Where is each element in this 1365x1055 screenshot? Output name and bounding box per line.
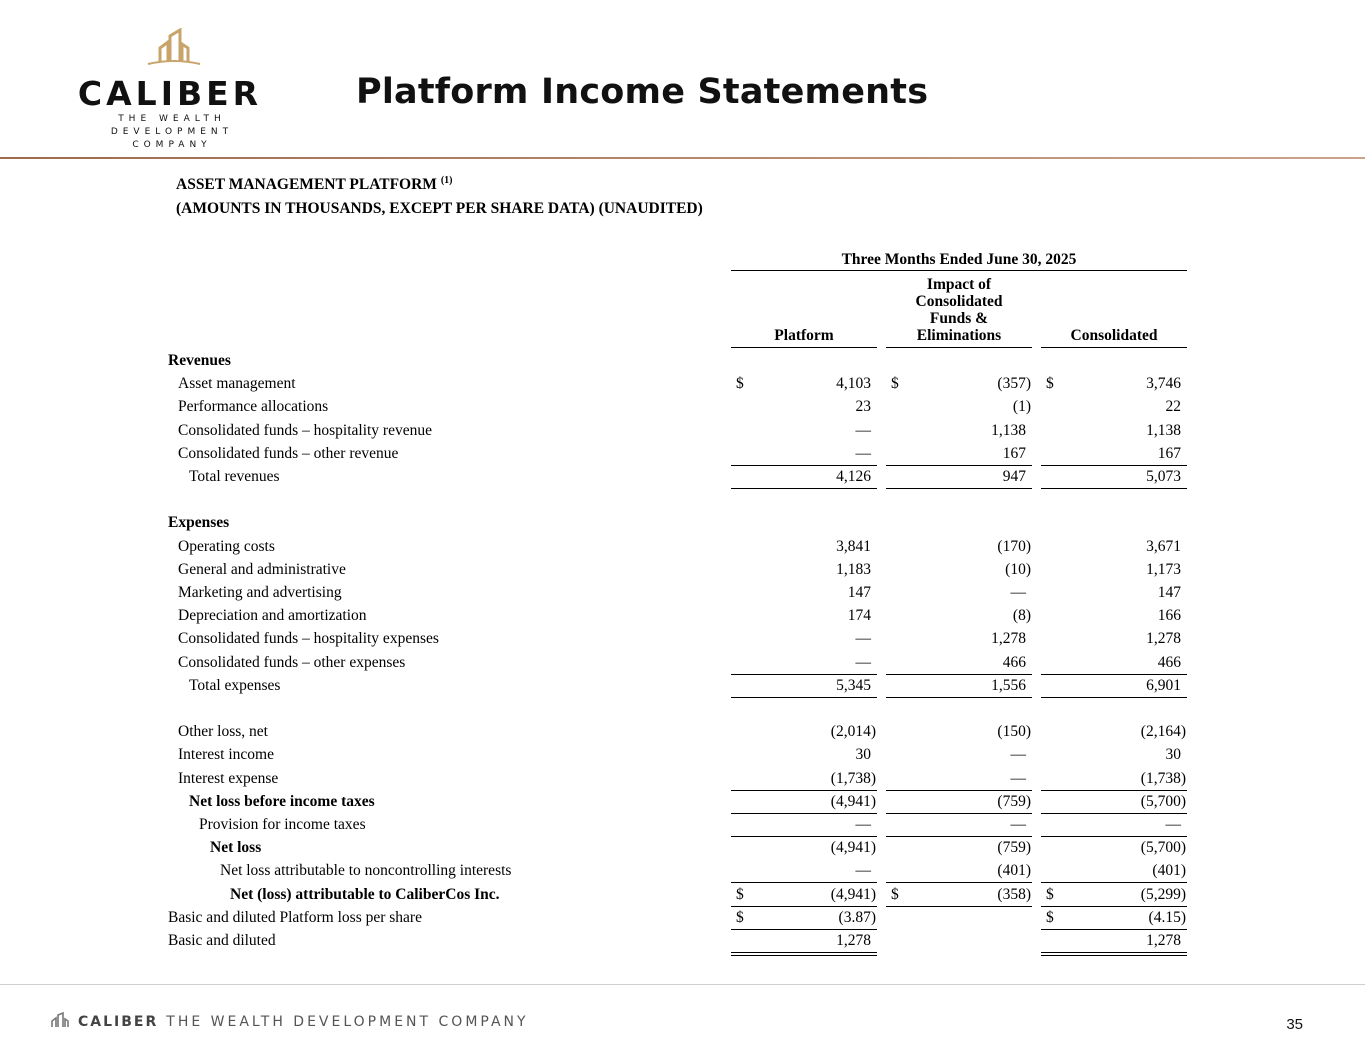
row-underline: [1041, 929, 1187, 930]
logo-tagline-line1: THE WEALTH DEVELOPMENT: [110, 114, 234, 137]
table-cell-value: —: [855, 862, 871, 880]
row-label: Performance allocations: [178, 398, 329, 416]
row-underline: [1041, 906, 1187, 907]
row-underline: [731, 929, 877, 930]
row-underline: [731, 906, 877, 907]
table-cell-value: (401): [997, 862, 1031, 880]
dollar-sign: $: [1046, 375, 1054, 393]
table-cell-value: (401): [1152, 862, 1186, 880]
table-cell-value: 174: [847, 607, 871, 625]
footer-tagline: THE WEALTH DEVELOPMENT COMPANY: [166, 1014, 529, 1030]
row-underline: [886, 836, 1032, 837]
table-cell-value: 4,103: [836, 375, 871, 393]
row-underline: [1041, 697, 1187, 698]
table-cell-value: (4,941): [830, 885, 876, 903]
building-logo-icon: [146, 28, 202, 68]
subtitle-line1: ASSET MANAGEMENT PLATFORM: [176, 176, 437, 194]
table-cell-value: —: [855, 444, 871, 462]
row-underline: [886, 488, 1032, 489]
row-underline: [731, 697, 877, 698]
period-header: Three Months Ended June 30, 2025: [841, 251, 1077, 268]
table-cell-value: (4.15): [1148, 908, 1186, 926]
table-cell-value: (1,738): [830, 769, 876, 787]
column-header-underline: [1041, 347, 1187, 348]
row-underline: [1041, 488, 1187, 489]
footer-divider: [0, 984, 1365, 985]
row-underline: [886, 697, 1032, 698]
table-cell-value: 1,556: [991, 676, 1026, 694]
table-cell-value: 30: [855, 746, 871, 764]
row-underline: [1041, 790, 1187, 791]
header-divider: [0, 157, 1365, 159]
table-cell-value: 4,126: [836, 468, 871, 485]
table-cell-value: 466: [1157, 653, 1181, 671]
table-cell-value: (357): [997, 375, 1031, 393]
building-logo-icon: [48, 1012, 72, 1028]
table-cell-value: (10): [1005, 560, 1031, 578]
table-cell-value: 1,173: [1146, 560, 1181, 578]
table-cell-value: 5,345: [836, 676, 871, 694]
caliber-logo: [70, 28, 300, 150]
table-cell-value: 6,901: [1146, 676, 1181, 694]
logo-wordmark: CALIBER: [77, 74, 263, 113]
row-underline: [886, 882, 1032, 883]
table-cell-value: (5,700): [1140, 792, 1186, 810]
footer-brand: [48, 1012, 529, 1030]
table-cell-value: 1,278: [1146, 932, 1181, 949]
logo-tagline: [54, 113, 290, 152]
row-underline: [886, 906, 1032, 907]
table-cell-value: 23: [855, 398, 871, 416]
row-double-underline: [1041, 952, 1187, 953]
table-cell-value: 1,138: [1146, 421, 1181, 439]
table-cell-value: (170): [997, 537, 1031, 555]
table-cell-value: (5,700): [1140, 839, 1186, 857]
row-overline: [1041, 465, 1187, 466]
row-label: Interest expense: [178, 769, 279, 787]
table-cell-value: (5,299): [1140, 885, 1186, 903]
table-cell-value: —: [1010, 584, 1026, 601]
table-cell-value: —: [855, 421, 871, 439]
table-cell-value: (4,941): [830, 792, 876, 810]
row-underline: [886, 813, 1032, 814]
row-underline: [886, 790, 1032, 791]
column-header-eliminations-line: Consolidated: [915, 293, 1003, 310]
table-cell-value: 147: [847, 584, 871, 601]
column-header-eliminations: [886, 276, 1032, 344]
page-title: Platform Income Statements: [356, 72, 929, 112]
logo-tagline-line2: COMPANY: [132, 140, 212, 150]
row-double-underline: [731, 955, 877, 956]
row-label: Consolidated funds – other expenses: [178, 653, 406, 671]
table-cell-value: (8): [1012, 607, 1031, 625]
column-header-consolidated: Consolidated: [1070, 327, 1158, 344]
table-cell-value: —: [1010, 769, 1026, 787]
footer-company-name: CALIBER: [78, 1014, 159, 1030]
table-cell-value: (759): [997, 792, 1031, 810]
row-label: Other loss, net: [178, 723, 268, 741]
row-label: Asset management: [178, 375, 296, 393]
row-label: Marketing and advertising: [178, 584, 342, 601]
row-label: Basic and diluted: [168, 932, 276, 949]
row-underline: [731, 836, 877, 837]
table-cell-value: (759): [997, 839, 1031, 857]
table-cell-value: (1): [1012, 398, 1031, 416]
row-label: Net loss before income taxes: [189, 792, 375, 810]
table-cell-value: 466: [1002, 653, 1026, 671]
dollar-sign: $: [891, 885, 899, 903]
row-label: Consolidated funds – hospitality revenue: [178, 421, 432, 439]
column-header-underline: [731, 347, 877, 348]
table-cell-value: 1,278: [836, 932, 871, 949]
table-cell-value: (150): [997, 723, 1031, 741]
row-overline: [1041, 674, 1187, 675]
dollar-sign: $: [736, 908, 744, 926]
table-cell-value: 5,073: [1146, 468, 1181, 485]
table-cell-value: —: [1165, 816, 1181, 833]
row-underline: [731, 813, 877, 814]
table-cell-value: 3,746: [1146, 375, 1181, 393]
table-cell-value: —: [1010, 746, 1026, 764]
table-cell-value: 3,841: [836, 537, 871, 555]
column-header-platform: Platform: [774, 327, 834, 344]
dollar-sign: $: [736, 885, 744, 903]
table-cell-value: (2,014): [830, 723, 876, 741]
table-cell-value: 1,183: [836, 560, 871, 578]
period-underline: [731, 270, 1187, 271]
row-double-underline: [731, 952, 877, 953]
table-cell-value: 1,278: [991, 630, 1026, 648]
row-underline: [731, 488, 877, 489]
table-cell-value: —: [855, 653, 871, 671]
table-cell-value: 30: [1165, 746, 1181, 764]
table-cell-value: 166: [1157, 607, 1181, 625]
column-header-eliminations-line: Impact of: [926, 276, 992, 293]
row-label: Interest income: [178, 746, 274, 764]
table-cell-value: —: [855, 630, 871, 648]
row-label: Net loss attributable to noncontrolling interests: [220, 862, 512, 880]
dollar-sign: $: [891, 375, 899, 393]
dollar-sign: $: [1046, 908, 1054, 926]
row-label: Expenses: [168, 514, 230, 532]
page-number: 35: [1286, 1016, 1303, 1033]
row-label: Total expenses: [189, 676, 281, 694]
table-cell-value: (3.87): [838, 908, 876, 926]
row-label: Operating costs: [178, 537, 275, 555]
row-label: Consolidated funds – hospitality expenses: [178, 630, 439, 648]
table-cell-value: (1,738): [1140, 769, 1186, 787]
table-cell-value: (2,164): [1140, 723, 1186, 741]
row-label: Net loss: [210, 839, 262, 857]
row-label: Consolidated funds – other revenue: [178, 444, 399, 462]
table-cell-value: 167: [1002, 444, 1026, 462]
footnote-marker: (1): [440, 175, 453, 186]
table-cell-value: (4,941): [830, 839, 876, 857]
statement-subtitle-1: [176, 175, 453, 194]
table-cell-value: 947: [1002, 468, 1026, 485]
row-overline: [886, 465, 1032, 466]
dollar-sign: $: [736, 375, 744, 393]
table-cell-value: —: [1010, 816, 1026, 833]
column-header-eliminations-line: Funds &: [929, 310, 989, 327]
table-cell-value: 1,138: [991, 421, 1026, 439]
row-label: Revenues: [168, 352, 231, 369]
table-cell-value: (358): [997, 885, 1031, 903]
row-underline: [1041, 813, 1187, 814]
row-underline: [1041, 836, 1187, 837]
column-header-underline: [886, 347, 1032, 348]
column-header-eliminations-line: Eliminations: [916, 327, 1002, 344]
row-overline: [731, 674, 877, 675]
row-label: Provision for income taxes: [199, 816, 366, 833]
row-label: Basic and diluted Platform loss per share: [168, 908, 422, 926]
row-underline: [731, 882, 877, 883]
row-label: General and administrative: [178, 560, 346, 578]
table-cell-value: 167: [1157, 444, 1181, 462]
row-label: Depreciation and amortization: [178, 607, 367, 625]
table-cell-value: 3,671: [1146, 537, 1181, 555]
row-overline: [886, 674, 1032, 675]
table-cell-value: 147: [1157, 584, 1181, 601]
table-cell-value: 1,278: [1146, 630, 1181, 648]
dollar-sign: $: [1046, 885, 1054, 903]
row-label: Net (loss) attributable to CaliberCos Inc.: [230, 885, 500, 903]
row-overline: [731, 465, 877, 466]
row-underline: [1041, 882, 1187, 883]
table-cell-value: —: [855, 816, 871, 833]
row-label: Total revenues: [189, 468, 280, 485]
table-cell-value: 22: [1165, 398, 1181, 416]
row-double-underline: [1041, 955, 1187, 956]
row-underline: [731, 790, 877, 791]
statement-subtitle-2: (AMOUNTS IN THOUSANDS, EXCEPT PER SHARE DATA) (UNAUDITED): [176, 200, 703, 217]
